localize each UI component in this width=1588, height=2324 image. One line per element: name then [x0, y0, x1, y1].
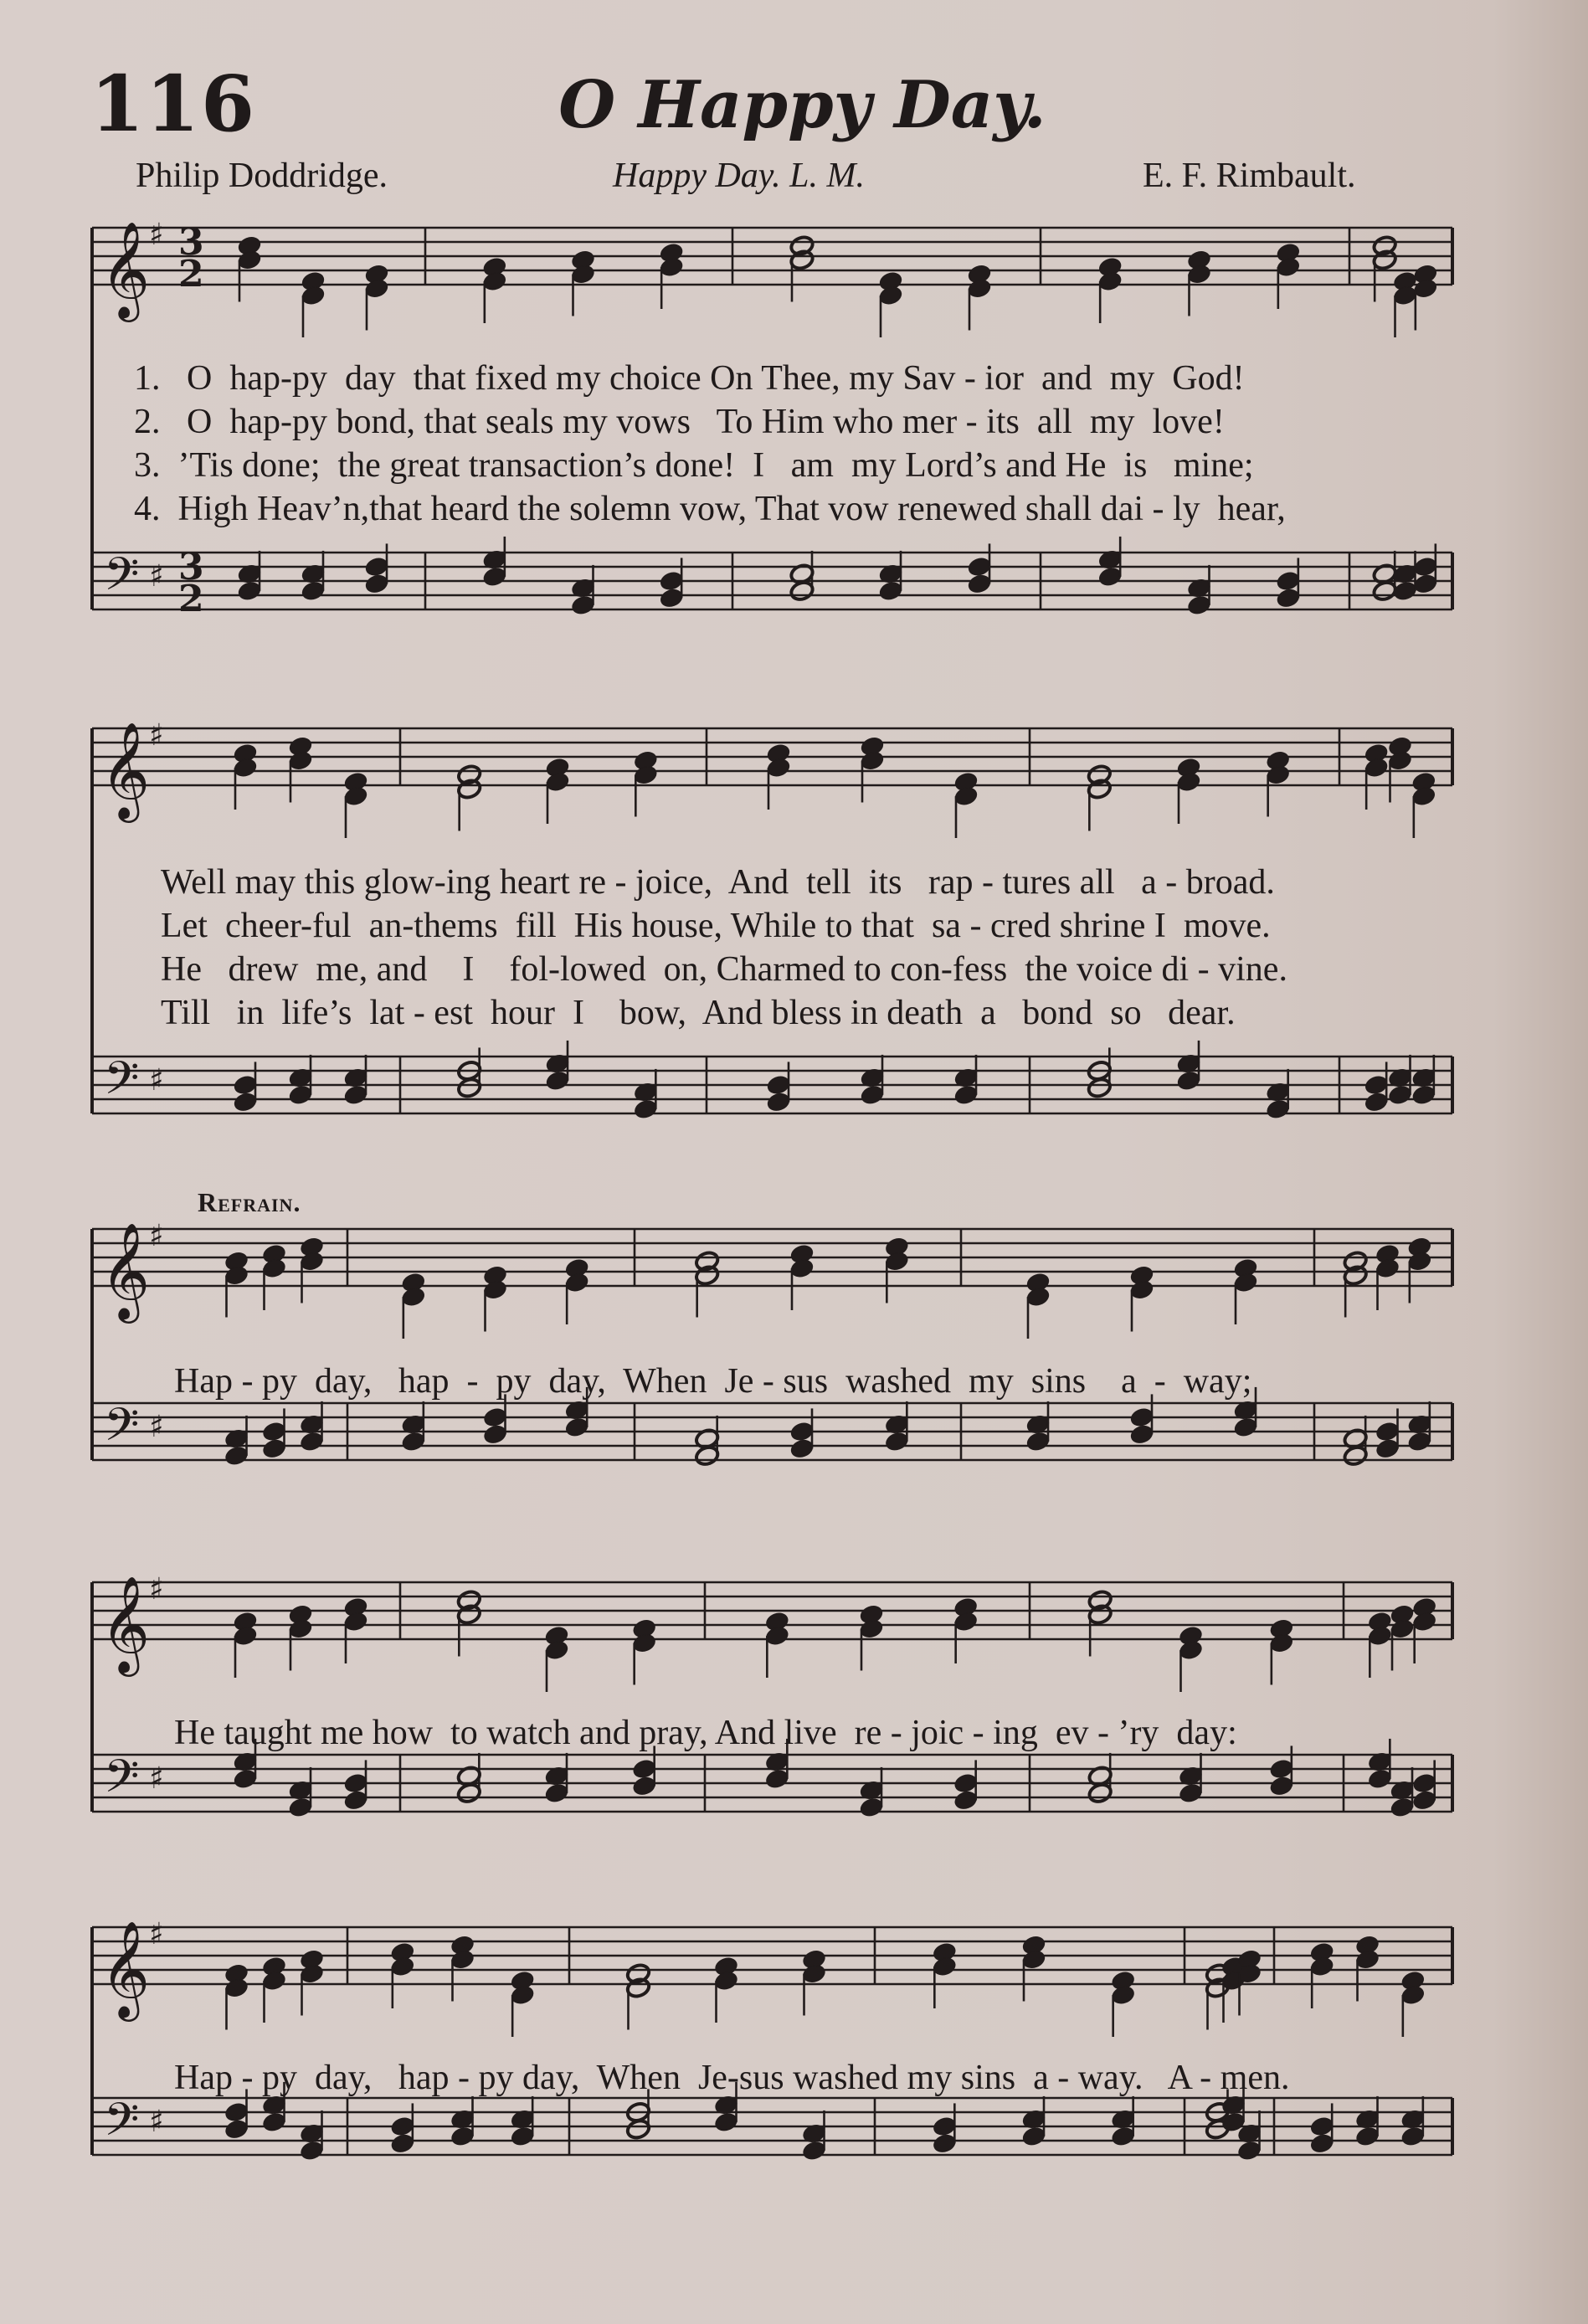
bass-clef-icon: 𝄢 — [104, 548, 140, 612]
sharp-icon: ♯ — [149, 218, 164, 252]
refrain-label: Refrain. — [198, 1187, 301, 1217]
treble-clef-icon: 𝄞 — [100, 220, 151, 318]
verse-4-line-a: 4. High Heav’n,that heard the solemn vow, That vow renewed shall dai - ly hear, — [134, 490, 1286, 528]
bass-time-sig-bottom: 2 — [178, 578, 204, 620]
verse-2-line-b: Let cheer-ful an-thems fill His house, While to that sa - cred shrine I move. — [161, 907, 1271, 945]
verse-1-line-a: 1. O hap-py day that fixed my choice On Thee, my Sav - ior and my God! — [134, 359, 1245, 398]
treble-clef-icon: 𝄞 — [100, 1920, 151, 2018]
sharp-icon: ♯ — [149, 559, 164, 594]
bass-clef-icon: 𝄢 — [104, 1750, 140, 1814]
treble-time-sig-bottom: 2 — [178, 253, 204, 296]
sharp-icon: ♯ — [149, 1410, 164, 1444]
sharp-icon: ♯ — [149, 718, 164, 753]
tune-credit: Happy Day. L. M. — [613, 157, 865, 195]
bass-clef-icon: 𝄢 — [104, 1398, 140, 1463]
bass-clef-icon: 𝄢 — [104, 2093, 140, 2157]
refrain-line-1: Hap - py day, hap - py day, When Je - sus washed my sins a - way; — [174, 1362, 1252, 1401]
refrain-line-2: He taught me how to watch and pray, And live re - joic - ing ev - ’ry day: — [174, 1714, 1237, 1752]
verse-3-line-b: He drew me, and I fol-lowed on, Charmed to con-fess the voice di - vine. — [161, 950, 1287, 989]
hymn-title: O Happy Day. — [558, 67, 1046, 143]
composer-credit: E. F. Rimbault. — [1143, 157, 1356, 195]
verse-2-line-a: 2. O hap-py bond, that seals my vows To Him who mer - its all my love! — [134, 403, 1225, 441]
verse-3-line-a: 3. ’Tis done; the great transaction’s done! I am my Lord’s and He is mine; — [134, 446, 1254, 485]
sharp-icon: ♯ — [149, 2105, 164, 2139]
sharp-icon: ♯ — [149, 1917, 164, 1951]
bass-time-sig-top: 3 — [178, 546, 204, 589]
bass-clef-icon: 𝄢 — [104, 1051, 140, 1116]
sharp-icon: ♯ — [149, 1572, 164, 1607]
verse-1-line-b: Well may this glow-ing heart re - joice, And tell its rap - tures all a - broad. — [161, 863, 1275, 902]
treble-time-sig-top: 3 — [178, 221, 204, 264]
author-credit: Philip Doddridge. — [136, 157, 388, 195]
sharp-icon: ♯ — [149, 1219, 164, 1253]
treble-clef-icon: 𝄞 — [100, 1221, 151, 1319]
verse-4-line-b: Till in life’s lat - est hour I bow, And bless in death a bond so dear. — [161, 994, 1236, 1032]
treble-clef-icon: 𝄞 — [100, 721, 151, 819]
refrain-line-3: Hap - py day, hap - py day, When Je-sus washed my sins a - way. A - men. — [174, 2059, 1290, 2097]
sharp-icon: ♯ — [149, 1761, 164, 1796]
hymn-number: 116 — [90, 59, 257, 149]
sharp-icon: ♯ — [149, 1063, 164, 1098]
treble-clef-icon: 𝄞 — [100, 1575, 151, 1673]
